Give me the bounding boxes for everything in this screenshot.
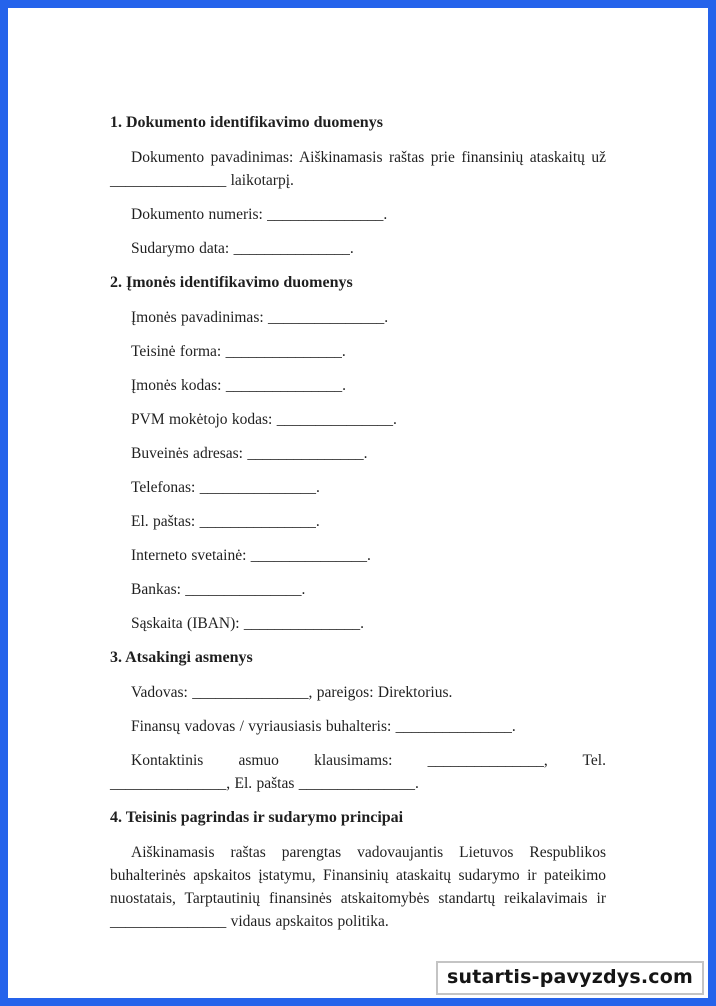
watermark-badge: sutartis-pavyzdys.com [436, 961, 704, 995]
paragraph: Sudarymo data: _______________. [131, 240, 354, 257]
paragraph: Interneto svetainė: _______________. [131, 547, 371, 564]
paragraph: Bankas: _______________. [131, 581, 306, 598]
paragraph: Finansų vadovas / vyriausiasis buhalteris: _______________. [131, 718, 516, 735]
document-section [110, 646, 606, 795]
section-heading: 1. Dokumento identifikavimo duomenys [110, 114, 383, 131]
paragraph: Įmonės kodas: _______________. [131, 377, 346, 394]
section-heading: 4. Teisinis pagrindas ir sudarymo principai [110, 809, 404, 826]
paragraph: El. paštas: _______________. [131, 513, 320, 530]
document-section [110, 271, 606, 635]
paragraph: Dokumento numeris: _______________. [131, 206, 388, 223]
document-body [110, 111, 606, 944]
paragraph: Teisinė forma: _______________. [131, 343, 346, 360]
paragraph: Dokumento pavadinimas: Aiškinamasis raštas prie finansinių ataskaitų už _______________ laikotarpį. [110, 149, 606, 189]
section-heading: 2. Įmonės identifikavimo duomenys [110, 274, 353, 291]
section-heading: 3. Atsakingi asmenys [110, 649, 253, 666]
paragraph: Aiškinamasis raštas parengtas vadovaujantis Lietuvos Respublikos buhalterinės apskaitos įstatymu, Finansinių ataskaitų sudarymo ir pateikimo nuostatais, Tarptautinių finansinės atskaitomybės standartų reikalavimais ir _______________ vidaus apskaitos politika. [110, 844, 606, 930]
paragraph: Kontaktinis asmuo klausimams: _______________, Tel. _______________, El. paštas _______________. [110, 752, 606, 792]
paragraph: Telefonas: _______________. [131, 479, 320, 496]
document-section [110, 806, 606, 933]
paragraph: Vadovas: _______________, pareigos: Direktorius. [131, 684, 453, 701]
document-section [110, 111, 606, 260]
paragraph: Sąskaita (IBAN): _______________. [131, 615, 365, 632]
paragraph: Įmonės pavadinimas: _______________. [131, 309, 389, 326]
paragraph: Buveinės adresas: _______________. [131, 445, 368, 462]
paragraph: PVM mokėtojo kodas: _______________. [131, 411, 397, 428]
